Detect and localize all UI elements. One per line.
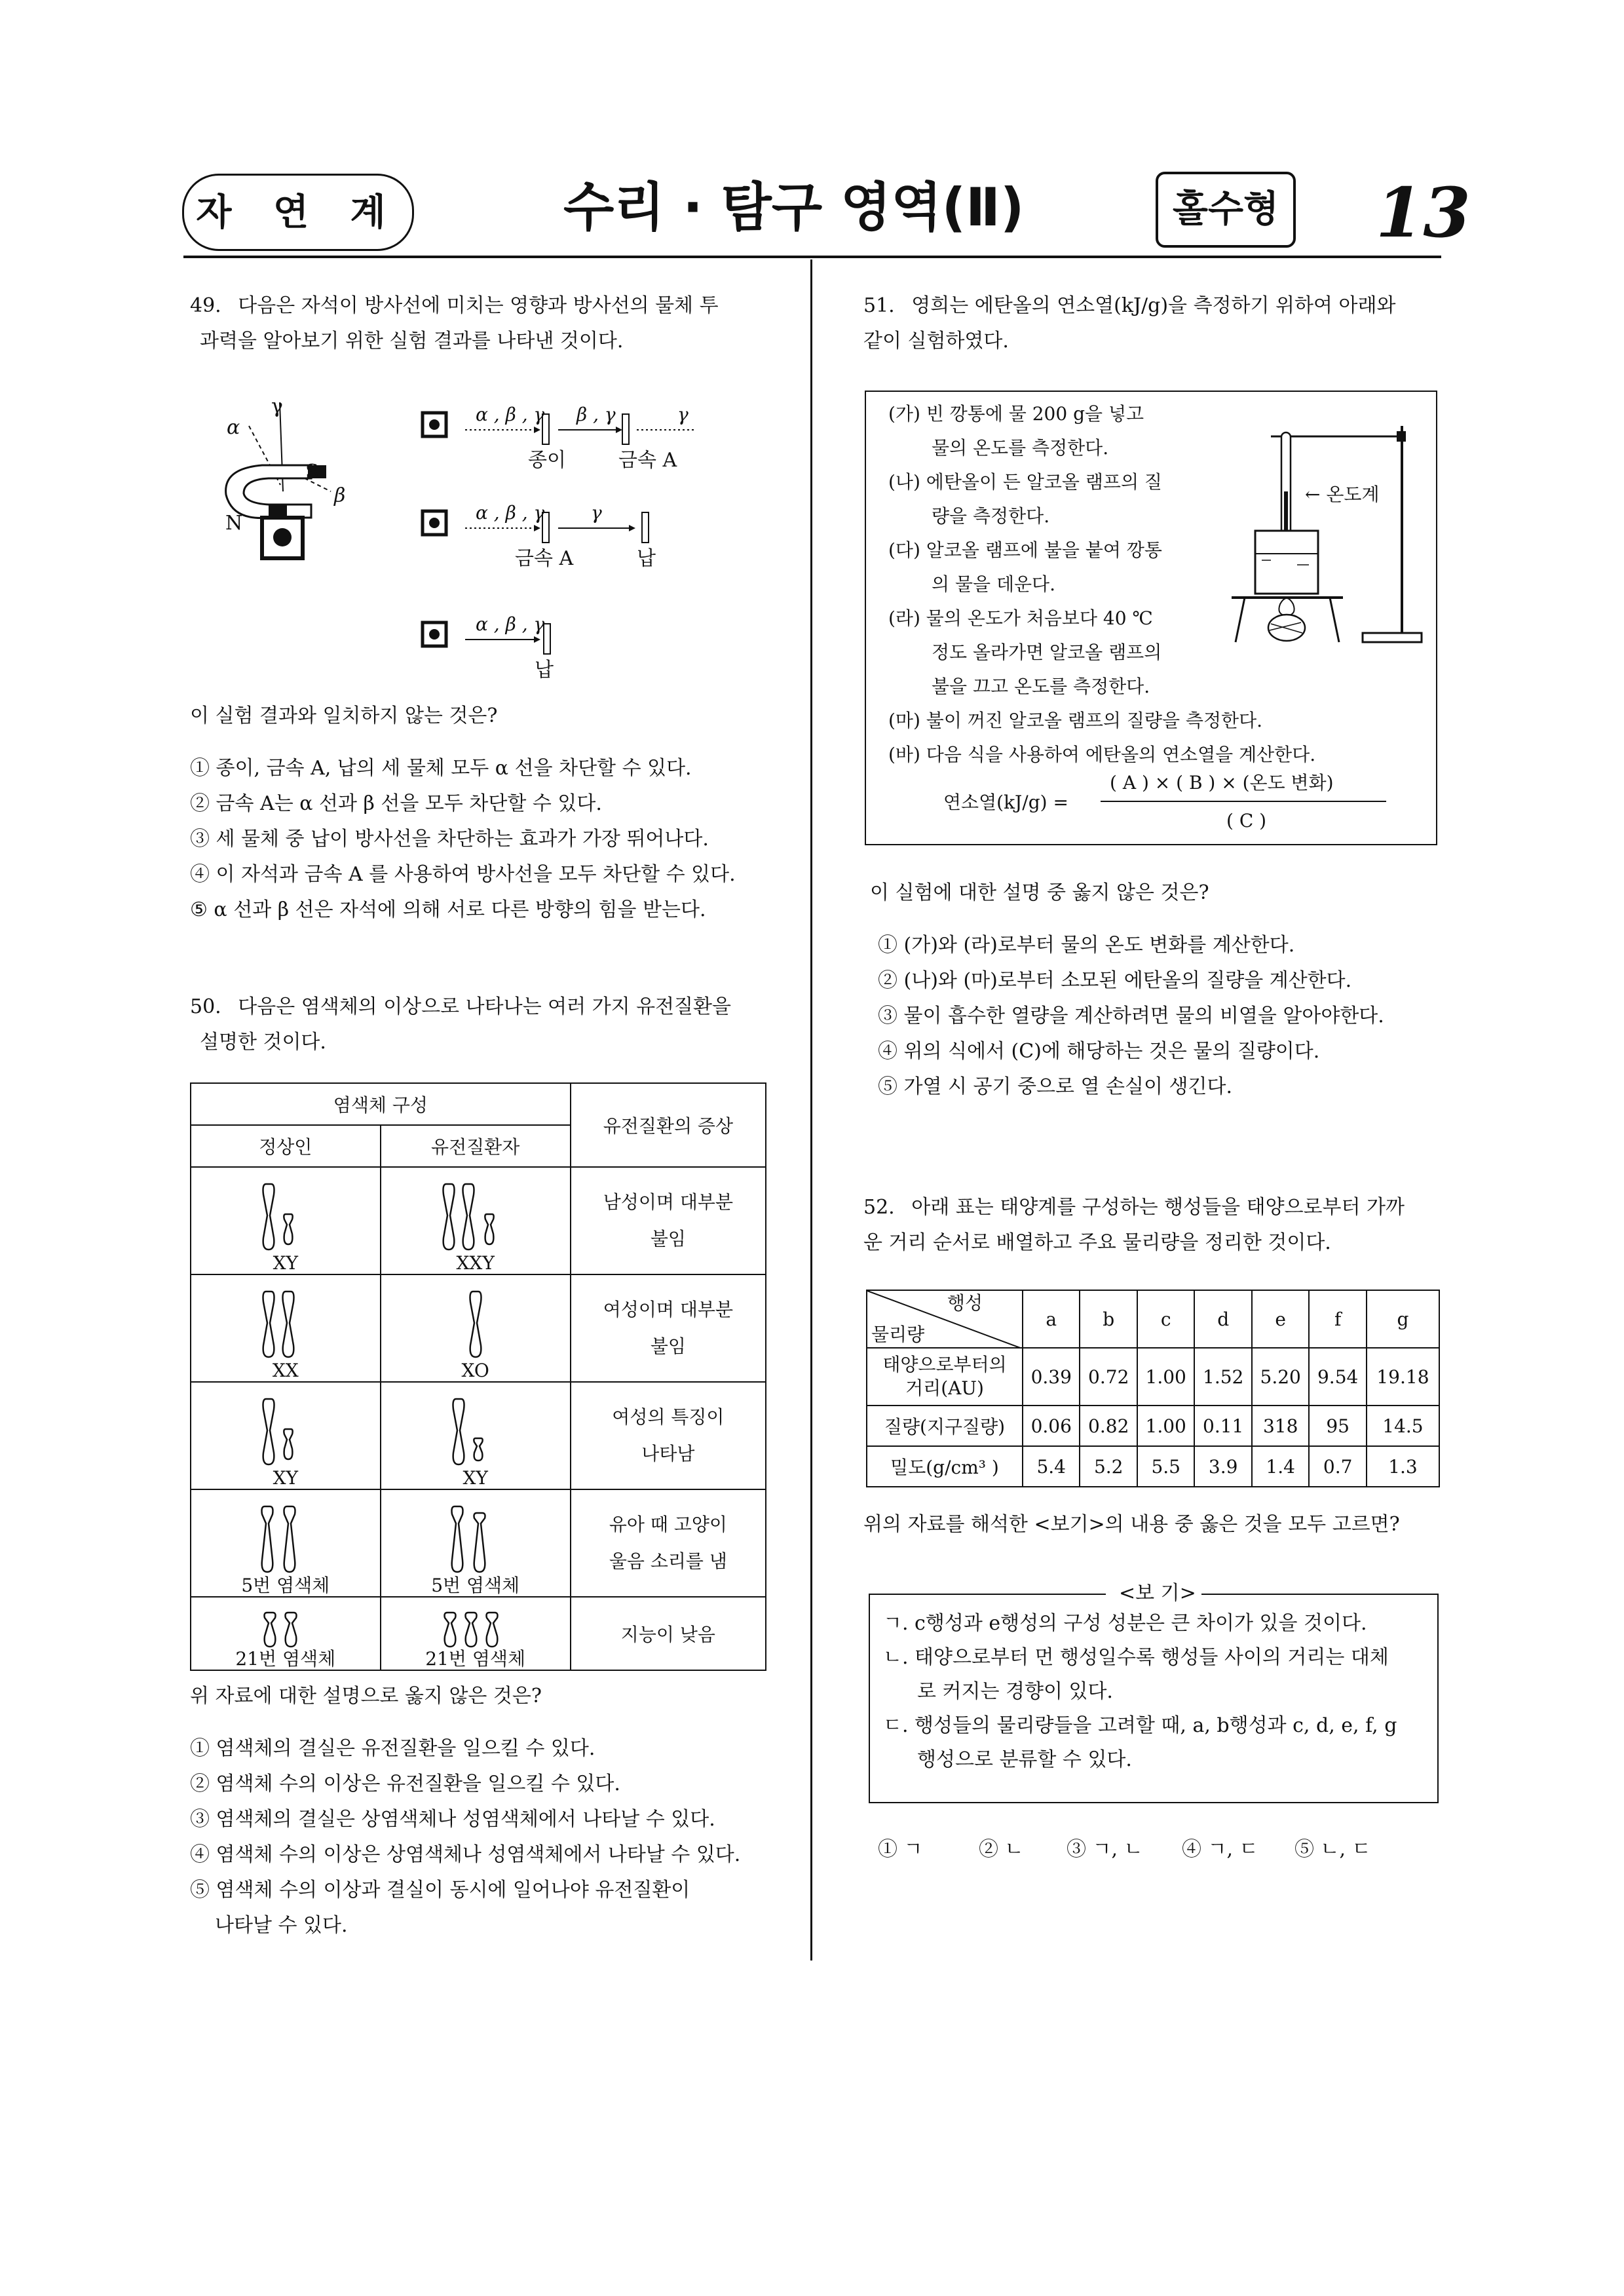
q52-number: 52. bbox=[863, 1196, 895, 1219]
bogi-item-na-cont: 로 커지는 경향이 있다. bbox=[917, 1680, 1113, 1703]
q50-choice-2[interactable]: ② 염색체 수의 이상은 유전질환을 일으킬 수 있다. bbox=[190, 1772, 620, 1795]
step-ba: (바) 다음 식을 사용하여 에탄올의 연소열을 계산한다. bbox=[888, 744, 1316, 765]
q51-stem-line1: 영희는 에탄올의 연소열(kJ/g)을 측정하기 위하여 아래와 bbox=[911, 294, 1396, 317]
q50-number: 50. bbox=[190, 995, 221, 1018]
chromosome-icon bbox=[259, 1181, 312, 1253]
chromosome-icon bbox=[259, 1610, 312, 1649]
table-row bbox=[867, 1406, 1439, 1446]
cell: 0.11 bbox=[1194, 1406, 1251, 1446]
cell: 0.72 bbox=[1080, 1348, 1137, 1406]
row-label-line1: 태양으로부터의 bbox=[882, 1354, 1007, 1375]
planet-header: e bbox=[1252, 1290, 1309, 1348]
q51-stem bbox=[863, 288, 1395, 324]
apparatus-figure bbox=[1232, 419, 1428, 655]
q50-question: 위 자료에 대한 설명으로 옳지 않은 것은? bbox=[190, 1685, 542, 1708]
step-na-2: 량을 측정한다. bbox=[932, 505, 1050, 527]
q51-choice-4[interactable]: ④ 위의 식에서 (C)에 해당하는 것은 물의 질량이다. bbox=[878, 1040, 1320, 1063]
q52-answer-5[interactable]: ⑤ ㄴ, ㄷ bbox=[1294, 1838, 1371, 1861]
row1-paper-label: 종이 bbox=[528, 449, 566, 472]
chromosome-icon bbox=[259, 1504, 312, 1576]
cell: 1.3 bbox=[1367, 1446, 1439, 1487]
q51-choice-5[interactable]: ⑤ 가열 시 공기 중으로 열 손실이 생긴다. bbox=[878, 1075, 1232, 1098]
planet-table bbox=[866, 1290, 1440, 1487]
step-ra-3: 불을 끄고 온도를 측정한다. bbox=[932, 676, 1150, 697]
patient-label: XY bbox=[463, 1467, 488, 1489]
row2-ray-g: γ bbox=[591, 502, 602, 524]
cell: 5.4 bbox=[1023, 1446, 1080, 1487]
table-row bbox=[191, 1489, 766, 1597]
q52-answer-4[interactable]: ④ ㄱ, ㄷ bbox=[1182, 1838, 1258, 1861]
cell: 0.39 bbox=[1023, 1348, 1080, 1406]
cell: 3.9 bbox=[1194, 1446, 1251, 1487]
step-ra-1: (라) 물의 온도가 처음보다 40 ℃ bbox=[888, 607, 1153, 629]
table-row bbox=[867, 1348, 1439, 1406]
symptom-line2: 나타남 bbox=[641, 1443, 695, 1464]
step-na-1: (나) 에탄올이 든 알코올 램프의 질 bbox=[888, 471, 1162, 493]
bogi-rule-right bbox=[1199, 1594, 1437, 1595]
row2-ray-abg: α , β , γ bbox=[476, 502, 545, 524]
step-ma: (마) 불이 꺼진 알코올 램프의 질량을 측정한다. bbox=[888, 710, 1263, 731]
row1-ray-bg: β , γ bbox=[576, 404, 616, 425]
row1-ray-abg: α , β , γ bbox=[476, 404, 545, 425]
chromosome-icon bbox=[449, 1504, 502, 1576]
row-label: 밀도(g/cm³ ) bbox=[867, 1446, 1023, 1487]
chromosome-icon bbox=[440, 1610, 512, 1649]
cell: 9.54 bbox=[1309, 1348, 1366, 1406]
label-beta: β bbox=[334, 484, 346, 507]
cell: 0.7 bbox=[1309, 1446, 1366, 1487]
q51-choice-2[interactable]: ② (나)와 (마)로부터 소모된 에탄올의 질량을 계산한다. bbox=[878, 969, 1352, 992]
q50-choice-5-cont: 나타날 수 있다. bbox=[215, 1914, 348, 1937]
q52-stem-line1: 아래 표는 태양계를 구성하는 행성들을 태양으로부터 가까 bbox=[911, 1196, 1405, 1219]
row1-ray-g: γ bbox=[677, 404, 689, 425]
corner-top-label: 행성 bbox=[947, 1292, 983, 1314]
bogi-item-ga: ㄱ. c행성과 e행성의 구성 성분은 큰 차이가 있을 것이다. bbox=[883, 1612, 1367, 1635]
step-da-2: 의 물을 데운다. bbox=[932, 573, 1055, 595]
cell: 318 bbox=[1252, 1406, 1309, 1446]
q49-number: 49. bbox=[190, 294, 221, 317]
normal-label: XY bbox=[273, 1252, 298, 1274]
normal-label: 5번 염색체 bbox=[241, 1575, 330, 1596]
bogi-item-na: ㄴ. 태양으로부터 먼 행성일수록 행성들 사이의 거리는 대체 bbox=[883, 1646, 1389, 1669]
planet-header: a bbox=[1023, 1290, 1080, 1348]
row3-lead-label: 납 bbox=[535, 659, 554, 681]
symptom-line1: 여성의 특징이 bbox=[612, 1406, 725, 1428]
page-number: 13 bbox=[1376, 172, 1471, 253]
step-ra-2: 정도 올라가면 알코올 램프의 bbox=[932, 641, 1162, 663]
column-divider bbox=[810, 259, 812, 1961]
q49-choice-1[interactable]: ① 종이, 금속 A, 납의 세 물체 모두 α 선을 차단할 수 있다. bbox=[190, 757, 692, 780]
chromosome-icon bbox=[259, 1396, 312, 1468]
corner-bottom-label: 물리량 bbox=[871, 1324, 925, 1345]
q49-stem-line2: 과력을 알아보기 위한 실험 결과를 나타낸 것이다. bbox=[200, 330, 624, 353]
q50-choice-5[interactable]: ⑤ 염색체 수의 이상과 결실이 동시에 일어나야 유전질환이 bbox=[190, 1879, 690, 1902]
normal-label: XX bbox=[272, 1360, 299, 1381]
planet-header: d bbox=[1194, 1290, 1251, 1348]
symptom-line1: 남성이며 대부분 bbox=[603, 1191, 733, 1213]
patient-label: 5번 염색체 bbox=[431, 1575, 520, 1596]
q50-stem-line1: 다음은 염색체의 이상으로 나타나는 여러 가지 유전질환을 bbox=[238, 995, 732, 1018]
q49-choice-4[interactable]: ④ 이 자석과 금속 A 를 사용하여 방사선을 모두 차단할 수 있다. bbox=[190, 863, 736, 886]
symptom-line2: 불임 bbox=[650, 1228, 686, 1250]
cell: 0.82 bbox=[1080, 1406, 1137, 1446]
planet-header: c bbox=[1137, 1290, 1194, 1348]
ray-experiments-figure bbox=[419, 400, 721, 675]
q51-stem-line2: 같이 실험하였다. bbox=[863, 330, 1009, 353]
q49-choice-3[interactable]: ③ 세 물체 중 납이 방사선을 차단하는 효과가 가장 뛰어나다. bbox=[190, 828, 709, 851]
page-title: 수리 · 탐구 영역(Ⅱ) bbox=[563, 177, 1025, 238]
symptom-line2: 울음 소리를 냄 bbox=[609, 1550, 727, 1572]
q49-choice-2[interactable]: ② 금속 A는 α 선과 β 선을 모두 차단할 수 있다. bbox=[190, 792, 602, 815]
table-row bbox=[867, 1446, 1439, 1487]
q49-stem-line1: 다음은 자석이 방사선에 미치는 영향과 방사선의 물체 투 bbox=[238, 294, 719, 317]
label-alpha: α bbox=[227, 416, 240, 439]
q49-stem bbox=[190, 288, 719, 324]
thermometer-label: ← 온도계 bbox=[1305, 484, 1380, 505]
row-label: 질량(지구질량) bbox=[867, 1406, 1023, 1446]
step-ga-2: 물의 온도를 측정한다. bbox=[932, 437, 1109, 459]
q49-question: 이 실험 결과와 일치하지 않는 것은? bbox=[190, 704, 498, 727]
q50-stem bbox=[190, 989, 731, 1025]
row2-lead-label: 납 bbox=[637, 547, 656, 570]
formula-fraction-bar bbox=[1101, 801, 1386, 802]
symptom-line1: 지능이 낮음 bbox=[620, 1624, 715, 1645]
chromosome-icon bbox=[449, 1396, 502, 1468]
q52-answer-1[interactable]: ① ㄱ bbox=[878, 1838, 923, 1861]
formula-numerator: ( A ) × ( B ) × (온도 변화) bbox=[1110, 772, 1334, 794]
bogi-title: <보 기> bbox=[1114, 1576, 1201, 1611]
section-badge: 자 연 계 bbox=[182, 174, 414, 251]
chromosome-icon bbox=[440, 1181, 512, 1253]
table-row bbox=[191, 1274, 766, 1382]
exam-type-badge: 홀수형 bbox=[1156, 172, 1296, 248]
cell: 5.5 bbox=[1137, 1446, 1194, 1487]
th-patient: 유전질환자 bbox=[381, 1125, 571, 1167]
cell: 5.20 bbox=[1252, 1348, 1309, 1406]
table-row bbox=[191, 1167, 766, 1274]
table-row bbox=[191, 1597, 766, 1670]
label-gamma: γ bbox=[271, 395, 283, 418]
row3-ray-abg: α , β , γ bbox=[476, 613, 545, 635]
row1-metal-label: 금속 A bbox=[618, 449, 677, 472]
planet-header: f bbox=[1309, 1290, 1366, 1348]
label-S: S bbox=[305, 461, 319, 484]
q52-stem bbox=[863, 1190, 1405, 1225]
q52-answer-2[interactable]: ② ㄴ bbox=[979, 1838, 1024, 1861]
cell: 1.00 bbox=[1137, 1406, 1194, 1446]
chromosome-icon bbox=[463, 1289, 489, 1361]
th-normal: 정상인 bbox=[191, 1125, 381, 1167]
planet-header: b bbox=[1080, 1290, 1137, 1348]
th-symptom: 유전질환의 증상 bbox=[571, 1083, 766, 1167]
q50-choice-1[interactable]: ① 염색체의 결실은 유전질환을 일으킬 수 있다. bbox=[190, 1737, 595, 1760]
symptom-line2: 불임 bbox=[650, 1335, 686, 1357]
q51-choice-3[interactable]: ③ 물이 흡수한 열량을 계산하려면 물의 비열을 알아야한다. bbox=[878, 1004, 1384, 1027]
th-composition: 염색체 구성 bbox=[191, 1083, 571, 1125]
q52-question: 위의 자료를 해석한 <보기>의 내용 중 옳은 것을 모두 고르면? bbox=[863, 1513, 1400, 1536]
q50-choice-3[interactable]: ③ 염색체의 결실은 상염색체나 성염색체에서 나타날 수 있다. bbox=[190, 1808, 715, 1831]
step-da-1: (다) 알코올 램프에 불을 붙여 깡통 bbox=[888, 539, 1162, 561]
symptom-line1: 여성이며 대부분 bbox=[603, 1299, 733, 1320]
symptom-line1: 유아 때 고양이 bbox=[609, 1514, 727, 1535]
patient-label: XO bbox=[461, 1360, 489, 1381]
q49-choice-5[interactable]: ⑤ α 선과 β 선은 자석에 의해 서로 다른 방향의 힘을 받는다. bbox=[190, 898, 706, 921]
patient-label: 21번 염색체 bbox=[425, 1648, 526, 1670]
header-rule bbox=[183, 256, 1441, 258]
bogi-item-da-cont: 행성으로 분류할 수 있다. bbox=[917, 1748, 1132, 1771]
table-row bbox=[191, 1382, 766, 1489]
planet-header: g bbox=[1367, 1290, 1439, 1348]
q51-number: 51. bbox=[863, 294, 895, 317]
formula-denominator: ( C ) bbox=[1226, 810, 1267, 832]
bogi-item-da: ㄷ. 행성들의 물리량들을 고려할 때, a, b행성과 c, d, e, f, g bbox=[883, 1714, 1397, 1737]
normal-label: 21번 염색체 bbox=[235, 1648, 336, 1670]
patient-label: XXY bbox=[456, 1252, 495, 1274]
bogi-rule-left bbox=[869, 1594, 1106, 1595]
cell: 1.4 bbox=[1252, 1446, 1309, 1487]
normal-label: XY bbox=[273, 1467, 298, 1489]
cell: 95 bbox=[1309, 1406, 1366, 1446]
q50-choice-4[interactable]: ④ 염색체 수의 이상은 상염색체나 성염색체에서 나타날 수 있다. bbox=[190, 1843, 741, 1866]
q51-question: 이 실험에 대한 설명 중 옳지 않은 것은? bbox=[870, 881, 1209, 904]
bogi-items bbox=[883, 1607, 1397, 1777]
cell: 1.52 bbox=[1194, 1348, 1251, 1406]
q51-choice-1[interactable]: ① (가)와 (라)로부터 물의 온도 변화를 계산한다. bbox=[878, 934, 1295, 957]
row2-metal-label: 금속 A bbox=[515, 547, 574, 570]
cell: 0.06 bbox=[1023, 1406, 1080, 1446]
cell: 5.2 bbox=[1080, 1446, 1137, 1487]
cell: 14.5 bbox=[1367, 1406, 1439, 1446]
q52-answer-3[interactable]: ③ ㄱ, ㄴ bbox=[1067, 1838, 1143, 1861]
cell: 1.00 bbox=[1137, 1348, 1194, 1406]
chromosome-table bbox=[190, 1082, 766, 1671]
formula-lhs: 연소열(kJ/g) = bbox=[943, 792, 1068, 813]
chromosome-icon bbox=[259, 1289, 312, 1361]
q50-stem-line2: 설명한 것이다. bbox=[200, 1031, 326, 1054]
label-N: N bbox=[225, 512, 243, 535]
step-ga-1: (가) 빈 깡통에 물 200 g을 넣고 bbox=[888, 403, 1144, 425]
cell: 19.18 bbox=[1367, 1348, 1439, 1406]
row-label-line2: 거리(AU) bbox=[905, 1377, 984, 1399]
q52-stem-line2: 운 거리 순서로 배열하고 주요 물리량을 정리한 것이다. bbox=[863, 1231, 1331, 1254]
